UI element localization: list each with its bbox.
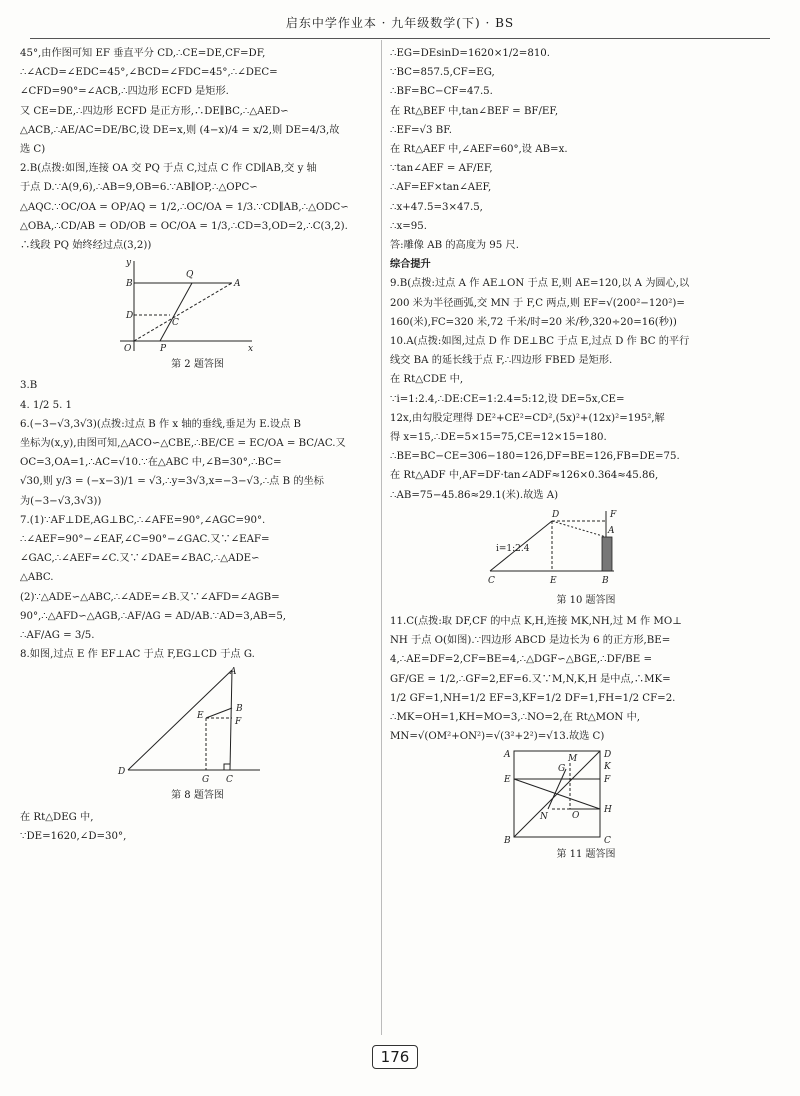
svg-text:H: H	[604, 804, 612, 815]
text-line: 8.如图,过点 E 作 EF⊥AC 于点 F,EG⊥CD 于点 G.	[20, 649, 255, 661]
svg-text:F: F	[235, 717, 242, 728]
svg-text:P: P	[160, 344, 167, 355]
text-line: ∵i=1:2.4,∴DE:CE=1:2.4=5:12,设 DE=5x,CE=	[390, 393, 625, 405]
square-diagram	[390, 749, 782, 845]
svg-text:B: B	[504, 835, 511, 845]
figure-problem-8	[20, 666, 375, 805]
text-line: ∴BE=BC−CE=306−180=126,DF=BE=126,FB=DE=75.	[390, 451, 680, 463]
text-line: ∵DE=1620,∠D=30°,	[20, 830, 127, 842]
svg-text:M: M	[568, 753, 578, 764]
figure-caption: 第 2 题答图	[171, 359, 224, 371]
text-line: ∴EG=DEsinD=1620×1/2=810.	[390, 48, 551, 59]
text-line: 在 Rt△ADF 中,AF=DF·tan∠ADF≈126×0.364≈45.86,	[390, 470, 659, 482]
text-line: 10.A(点拨:如图,过点 D 作 DE⊥BC 于点 E,过点 D 作 BC 的平行	[390, 336, 690, 348]
svg-text:y: y	[126, 258, 132, 269]
text-line: 在 Rt△DEG 中,	[20, 811, 94, 823]
svg-text:D: D	[118, 767, 126, 778]
text-line: ∴∠ACD=∠EDC=45°,∠BCD=∠FDC=45°,∴∠DEC=	[20, 67, 278, 79]
svg-text:E: E	[550, 575, 557, 586]
svg-text:D: D	[126, 311, 134, 322]
header-title: 启东中学作业本 · 九年级数学(下) · BS	[285, 16, 515, 30]
figure-problem-2	[20, 257, 375, 374]
text-line: 45°,由作图可知 EF 垂直平分 CD,∴CE=DE,CF=DF,	[20, 48, 266, 59]
triangle-diagram	[20, 666, 375, 786]
text-line: 在 Rt△AEF 中,∠AEF=60°,设 AB=x.	[390, 144, 568, 156]
svg-text:O: O	[572, 810, 580, 821]
text-line: 为(−3−√3,3√3))	[20, 495, 102, 507]
text-line: 得 x=15,∴DE=5×15=75,CE=12×15=180.	[390, 432, 607, 444]
text-line: 坐标为(x,y),由图可知,△ACO∽△CBE,∴BE/CE = EC/OA = BC/AC.又	[20, 438, 346, 450]
svg-text:G: G	[558, 763, 566, 774]
text-line: 线交 BA 的延长线于点 F,∴四边形 FBED 是矩形.	[390, 355, 613, 367]
figure-caption: 第 8 题答图	[171, 790, 224, 802]
text-line: ∵BC=857.5,CF=EG,	[390, 67, 495, 79]
figure-problem-11	[390, 749, 782, 864]
figure-caption: 第 10 题答图	[556, 594, 616, 606]
text-line: 3.B	[20, 380, 38, 392]
text-line: OC=3,OA=1,∴AC=√10.∵在△ABC 中,∠B=30°,∴BC=	[20, 457, 282, 469]
svg-text:D: D	[552, 509, 560, 520]
svg-text:A: A	[230, 667, 237, 678]
text-line: 12x,由勾股定理得 DE²+CE²=CD²,(5x)²+(12x)²=195²,解	[390, 412, 665, 424]
svg-text:E: E	[504, 774, 511, 785]
text-line: ∠CFD=90°=∠ACB,∴四边形 ECFD 是矩形.	[20, 86, 229, 98]
text-line: 11.C(点拨:取 DF,CF 的中点 K,H,连接 MK,NH,过 M 作 MO⊥	[390, 616, 682, 628]
text-line: 2.B(点拨:如图,连接 OA 交 PQ 于点 C,过点 C 作 CD∥AB,交 y 轴	[20, 163, 317, 175]
text-line: ∠GAC,∴∠AEF=∠C.又∵∠DAE=∠BAC,∴△ADE∽	[20, 553, 260, 565]
text-line: ∴AB=75−45.86≈29.1(米).故选 A)	[390, 489, 559, 501]
text-line: ∵tan∠AEF = AF/EF,	[390, 163, 493, 175]
coordinate-diagram	[20, 257, 375, 355]
text-line: 选 C)	[20, 144, 46, 156]
text-line: 在 Rt△BEF 中,tan∠BEF = BF/EF,	[390, 105, 559, 117]
text-line: △ACB,∴AE/AC=DE/BC,设 DE=x,则 (4−x)/4 = x/2,则 DE=4/3,故	[20, 124, 340, 136]
text-line: 1/2 GF=1,NH=1/2 EF=3,KF=1/2 DF=1,FH=1/2 CF=2.	[390, 692, 676, 704]
page-number	[355, 1040, 435, 1074]
svg-text:Q: Q	[186, 270, 194, 281]
svg-text:C: C	[172, 318, 179, 329]
svg-text:F: F	[610, 509, 617, 520]
svg-text:K: K	[604, 761, 611, 772]
svg-text:B: B	[602, 575, 609, 586]
text-line: 200 米为半径画弧,交 MN 于 F,C 两点,则 EF=√(200²−120²)=	[390, 297, 685, 309]
section-heading: 综合提升	[390, 259, 431, 271]
left-column	[20, 44, 375, 846]
column-divider	[381, 40, 382, 1035]
text-line: 6.(−3−√3,3√3)(点拨:过点 B 作 x 轴的垂线,垂足为 E.设点 B	[20, 418, 301, 430]
svg-text:F: F	[604, 774, 611, 785]
svg-text:C: C	[604, 835, 611, 845]
svg-text:D: D	[604, 749, 612, 760]
right-column	[390, 44, 782, 866]
figure-caption: 第 11 题答图	[556, 848, 616, 860]
svg-text:A: A	[608, 525, 615, 536]
svg-text:G: G	[202, 775, 210, 786]
text-line: NH 于点 O(如图).∵四边形 ABCD 是边长为 6 的正方形,BE=	[390, 635, 671, 647]
text-line: △AQC.∵OC/OA = OP/AQ = 1/2,∴OC/OA = 1/3.∵CD∥AB,∴△ODC∽	[20, 201, 349, 213]
svg-text:B: B	[126, 279, 133, 290]
text-line: ∴线段 PQ 始终经过点(3,2))	[20, 240, 152, 252]
text-line: ∴EF=√3 BF.	[390, 124, 452, 136]
text-line: △OBA,∴CD/AB = OD/OB = OC/OA = 1/3,∴CD=3,OD=2,∴C(3,2).	[20, 220, 348, 232]
page-header	[30, 14, 770, 39]
text-line: 答:雕像 AB 的高度为 95 尺.	[390, 240, 519, 252]
text-line: 90°,∴△AFD∽△AGB,∴AF/AG = AD/AB.∵AD=3,AB=5,	[20, 610, 287, 622]
svg-text:i=1:2.4: i=1:2.4	[496, 543, 530, 554]
text-line: ∴x+47.5=3×47.5,	[390, 201, 483, 213]
svg-text:A: A	[504, 749, 511, 760]
page-number-label: 176	[372, 1045, 419, 1069]
text-line: 4,∴AE=DF=2,CF=BE=4,∴△DGF∽△BGE,∴DF/BE =	[390, 654, 653, 666]
text-line: 于点 D.∵A(9,6),∴AB=9,OB=6.∵AB∥OP,∴△OPC∽	[20, 182, 258, 194]
svg-text:A: A	[234, 279, 241, 290]
text-line: GF/GE = 1/2,∴GF=2,EF=6.又∵M,N,K,H 是中点,∴MK=	[390, 673, 671, 685]
text-line: ∴AF/AG = 3/5.	[20, 630, 95, 642]
figure-problem-10	[390, 507, 782, 610]
text-line: 又 CE=DE,∴四边形 ECFD 是正方形,∴DE∥BC,∴△AED∽	[20, 105, 289, 117]
svg-text:O: O	[124, 344, 132, 355]
text-line: ∴MK=OH=1,KH=MO=3,∴NO=2,在 Rt△MON 中,	[390, 712, 641, 724]
text-line: ∴x=95.	[390, 220, 427, 232]
text-line: 在 Rt△CDE 中,	[390, 374, 464, 386]
text-line: 160(米),FC=320 米,72 千米/时=20 米/秒,320÷20=16(秒))	[390, 316, 677, 328]
svg-text:C: C	[488, 575, 495, 586]
slope-diagram	[390, 507, 782, 591]
svg-text:C: C	[226, 775, 233, 786]
svg-text:B: B	[236, 704, 243, 715]
text-line: MN=√(OM²+ON²)=√(3²+2²)=√13.故选 C)	[390, 731, 605, 743]
text-line: 4. 1/2 5. 1	[20, 399, 73, 411]
text-line: ∴BF=BC−CF=47.5.	[390, 86, 493, 98]
text-line: △ABC.	[20, 572, 54, 584]
text-line: 7.(1)∵AF⊥DE,AG⊥BC,∴∠AFE=90°,∠AGC=90°.	[20, 514, 266, 526]
svg-text:N: N	[540, 811, 548, 822]
text-line: ∴∠AEF=90°−∠EAF,∠C=90°−∠GAC.又∵∠EAF=	[20, 534, 270, 546]
svg-text:x: x	[248, 344, 254, 355]
text-line: 9.B(点拨:过点 A 作 AE⊥ON 于点 E,则 AE=120,以 A 为圆心,以	[390, 278, 690, 290]
text-line: (2)∵△ADE∽△ABC,∴∠ADE=∠B.又∵∠AFD=∠AGB=	[20, 591, 280, 603]
svg-text:E: E	[197, 711, 204, 722]
text-line: √30,则 y/3 = (−x−3)/1 = √3,∴y=3√3,x=−3−√3,∴点 B 的坐标	[20, 476, 324, 488]
text-line: ∴AF=EF×tan∠AEF,	[390, 182, 492, 194]
